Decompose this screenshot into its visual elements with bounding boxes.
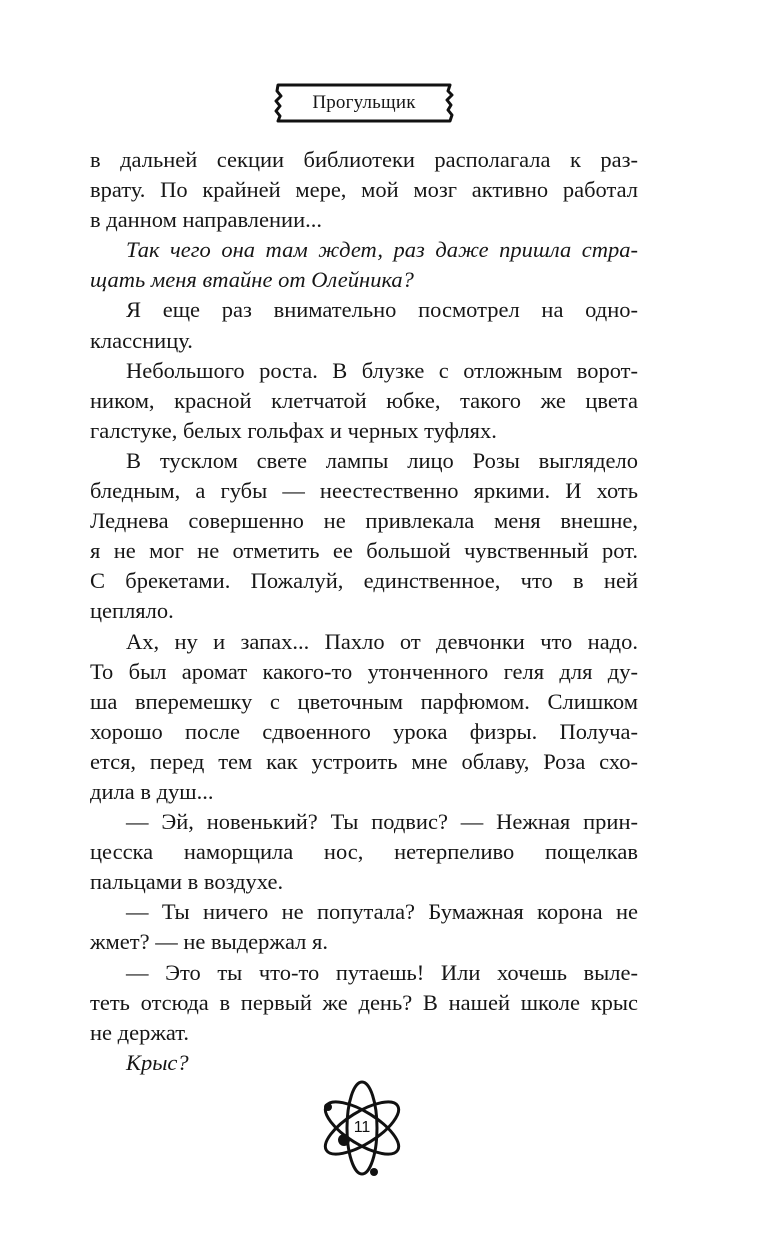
running-head-title: Прогульщик — [312, 92, 416, 113]
text-line: хорошо после сдвоенного урока физры. Получа- — [90, 718, 638, 744]
text-line: в дальней секции библиотеки располагала к раз- — [90, 147, 638, 172]
text-line: — Ты ничего не попутала? Бумажная корона не — [126, 899, 638, 925]
text-line: Так чего она там ждет, раз даже пришла стра- — [126, 237, 638, 263]
paragraph — [90, 807, 638, 897]
text-line: ша вперемешку с цветочным парфюмом. Слишком — [90, 688, 638, 714]
text-line: дила в душ... — [90, 778, 214, 804]
paragraph — [90, 627, 638, 808]
paragraph — [90, 446, 638, 627]
text-line: цепляло. — [90, 598, 174, 624]
running-head — [272, 83, 456, 123]
paragraph — [90, 145, 638, 235]
text-line: цесска наморщила нос, нетерпеливо пощелкав — [90, 839, 638, 865]
text-line: Крыс? — [126, 1049, 189, 1075]
text-line: — Это ты что-то путаешь! Или хочешь выле- — [126, 959, 638, 985]
paragraph — [90, 356, 638, 446]
text-line: В тусклом свете лампы лицо Розы выглядело — [126, 447, 638, 473]
text-line: теть отсюда в первый же день? В нашей школе крыс — [90, 989, 638, 1015]
paragraph — [90, 1048, 638, 1078]
paragraph — [90, 897, 638, 957]
text-line: Небольшого роста. В блузке с отложным ворот- — [126, 357, 638, 383]
text-line: я не мог не отметить ее большой чувственный рот. — [90, 538, 638, 564]
text-line: галстуке, белых гольфах и черных туфлях. — [90, 417, 497, 443]
page-folio — [316, 1076, 408, 1180]
text-line: в данном направлении... — [90, 207, 322, 233]
paragraph — [90, 235, 638, 295]
text-line: бледным, а губы — неестественно яркими. И хоть — [90, 478, 638, 504]
text-line: ется, перед тем как устроить мне облаву, Роза схо- — [90, 748, 638, 774]
text-line: Ах, ну и запах... Пахло от девчонки что надо. — [126, 628, 638, 654]
text-line: Леднева совершенно не привлекала меня внешне, — [90, 508, 638, 534]
paragraph — [90, 295, 638, 355]
text-line: не держат. — [90, 1019, 190, 1045]
text-line: ником, красной клетчатой юбке, такого же цвета — [90, 387, 638, 413]
body-text — [90, 145, 638, 1078]
page-number: 11 — [353, 1119, 371, 1136]
text-line: врату. По крайней мере, мой мозг активно работал — [90, 177, 638, 203]
text-line: Я еще раз внимательно посмотрел на одно- — [126, 297, 638, 323]
text-line: С брекетами. Пожалуй, единственное, что в ней — [90, 568, 638, 594]
paragraph — [90, 958, 638, 1048]
text-line: — Эй, новенький? Ты подвис? — Нежная прин- — [126, 809, 638, 835]
text-line: пальцами в воздухе. — [90, 869, 284, 895]
text-line: То был аромат какого-то утонченного геля для ду- — [90, 658, 638, 684]
text-line: жмет? — не выдержал я. — [90, 929, 328, 955]
text-line: щать меня втайне от Олейника? — [90, 267, 414, 293]
text-line: классницу. — [90, 327, 193, 353]
